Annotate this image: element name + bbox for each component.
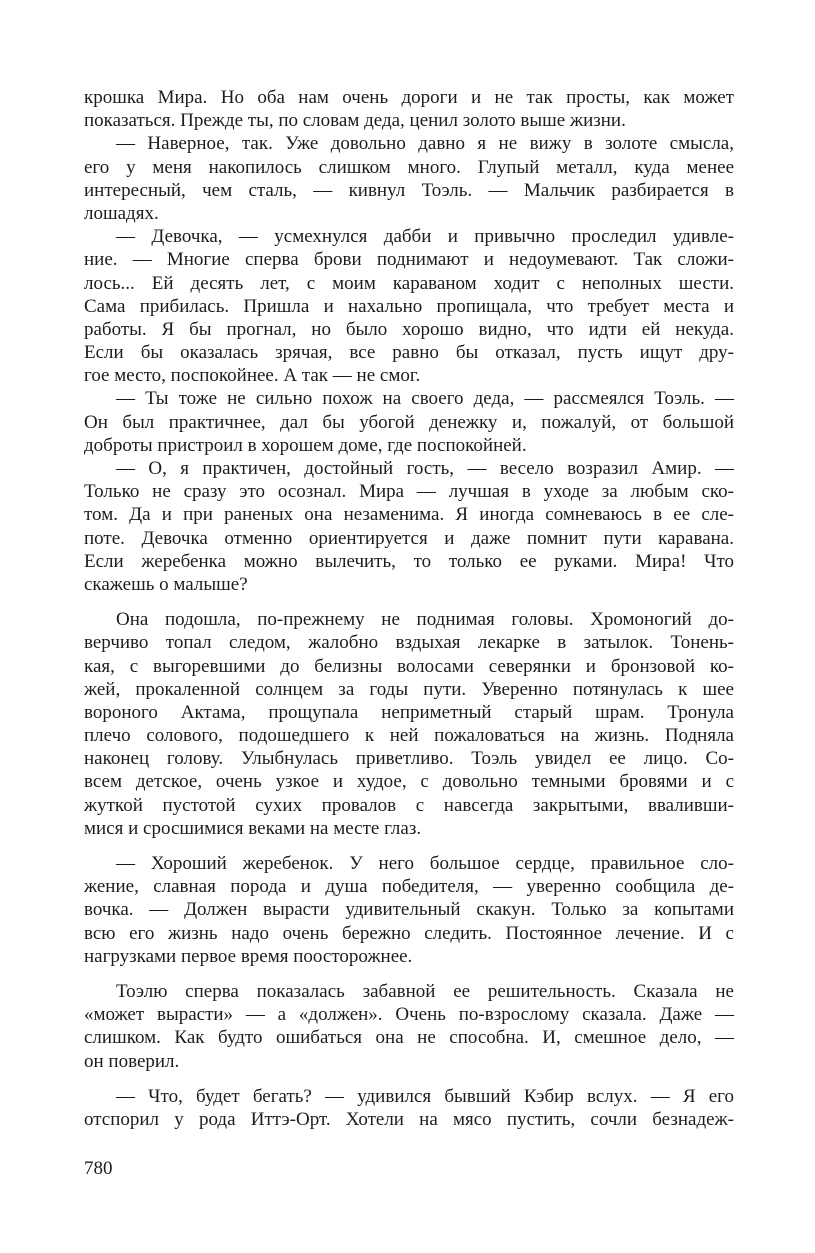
text-line: плечо солового, подошедшего к ней пожаловаться на жизнь. Подняла [84, 725, 734, 747]
paragraph-gap [84, 1073, 734, 1085]
text-line: «может вырасти» — а «должен». Очень по-взрослому сказала. Даже — [84, 1004, 734, 1026]
text-line: кая, с выгоревшими до белизны волосами северянки и бронзовой ко- [84, 655, 734, 677]
text-line: вочка. — Должен вырасти удивительный скакун. Только за копытами [84, 899, 734, 921]
paragraph [84, 86, 734, 132]
text-line: гое место, поспокойнее. А так — не смог. [84, 365, 421, 387]
text-line: всю его жизнь надо очень бережно следить. Постоянное лечение. И с [84, 922, 734, 944]
text-line: всем детское, очень узкое и худое, с довольно темными бровями и с [84, 771, 734, 793]
text-line: наконец голову. Улыбнулась приветливо. Тоэль увидел ее лицо. Со- [84, 748, 734, 770]
text-line: крошка Мира. Но оба нам очень дороги и не так просты, как может [84, 87, 734, 108]
paragraph [84, 387, 734, 457]
text-line: вороного Актама, прощупала неприметный старый шрам. Тронула [84, 701, 734, 723]
text-line: он поверил. [84, 1050, 180, 1072]
paragraph [84, 1085, 734, 1131]
text-line: поте. Девочка отменно ориентируется и даже помнит пути каравана. [84, 527, 734, 549]
text-line: верчиво топал следом, жалобно вздыхая лекарке в затылок. Тонень- [84, 632, 734, 654]
text-line: Если бы оказалась зрячая, все равно бы отказал, пусть ищут дру- [84, 342, 734, 364]
text-line: — Наверное, так. Уже довольно давно я не вижу в золоте смысла, [116, 133, 734, 155]
text-line: — Что, будет бегать? — удивился бывший Кэбир вслух. — Я его [116, 1085, 734, 1107]
text-line: Тоэлю сперва показалась забавной ее решительность. Сказала не [116, 980, 734, 1002]
text-line: том. Да и при раненых она незаменима. Я иногда сомневаюсь в ее сле- [84, 504, 734, 526]
paragraph-gap [84, 596, 734, 608]
paragraph [84, 225, 734, 387]
paragraph-gap [84, 840, 734, 852]
book-page-text [84, 86, 734, 1131]
text-line: — Хороший жеребенок. У него большое сердце, правильное сло- [116, 853, 734, 874]
text-line: жение, славная порода и душа победителя, — уверенно сообщила де- [84, 876, 734, 898]
text-line: Она подошла, по-прежнему не поднимая головы. Хромоногий до- [116, 609, 734, 631]
text-line: интересный, чем сталь, — кивнул Тоэль. — Мальчик разбирается в [84, 179, 734, 201]
text-line: ние. — Многие сперва брови поднимают и недоумевают. Так сложи- [84, 249, 734, 271]
paragraph [84, 608, 734, 840]
paragraph [84, 852, 734, 968]
page-number: 780 [84, 1158, 113, 1179]
text-line: — О, я практичен, достойный гость, — весело возразил Амир. — [116, 458, 734, 479]
text-line: жей, прокаленной солнцем за годы пути. Уверенно потянулась к шее [84, 678, 734, 700]
text-line: его у меня накопилось слишком много. Глупый металл, куда менее [84, 156, 734, 178]
paragraph [84, 980, 734, 1073]
text-line: лошадях. [84, 202, 159, 224]
text-line: отспорил у рода Иттэ-Орт. Хотели на мясо пустить, сочли безнадеж- [84, 1108, 734, 1130]
text-line: Только не сразу это осознал. Мира — лучшая в уходе за любым ско- [84, 481, 734, 503]
text-line: Он был практичнее, дал бы убогой денежку и, пожалуй, от большой [84, 411, 734, 433]
text-line: доброты пристроил в хорошем доме, где поспокойней. [84, 434, 527, 456]
text-line: жуткой пустотой сухих провалов с навсегда закрытыми, вваливши- [84, 794, 734, 816]
paragraph [84, 132, 734, 225]
text-line: слишком. Как будто ошибаться она не способна. И, смешное дело, — [84, 1027, 734, 1049]
text-line: лось... Ей десять лет, с моим караваном ходит с неполных шести. [84, 272, 734, 294]
paragraph [84, 457, 734, 596]
text-line: скажешь о малыше? [84, 573, 248, 595]
text-line: — Ты тоже не сильно похож на своего деда, — рассмеялся Тоэль. — [116, 388, 734, 410]
paragraph-gap [84, 968, 734, 980]
text-line: — Девочка, — усмехнулся дабби и привычно проследил удивле- [116, 226, 734, 248]
text-line: работы. Я бы прогнал, но было хорошо видно, что идти ей некуда. [84, 318, 734, 340]
text-line: Если жеребенка можно вылечить, то только ее руками. Мира! Что [84, 550, 734, 572]
text-line: нагрузками первое время поосторожнее. [84, 945, 413, 967]
text-line: мися и сросшимися веками на месте глаз. [84, 817, 422, 839]
text-line: Сама прибилась. Пришла и нахально пропищала, что требует места и [84, 295, 734, 317]
text-line: показаться. Прежде ты, по словам деда, ценил золото выше жизни. [84, 110, 626, 132]
